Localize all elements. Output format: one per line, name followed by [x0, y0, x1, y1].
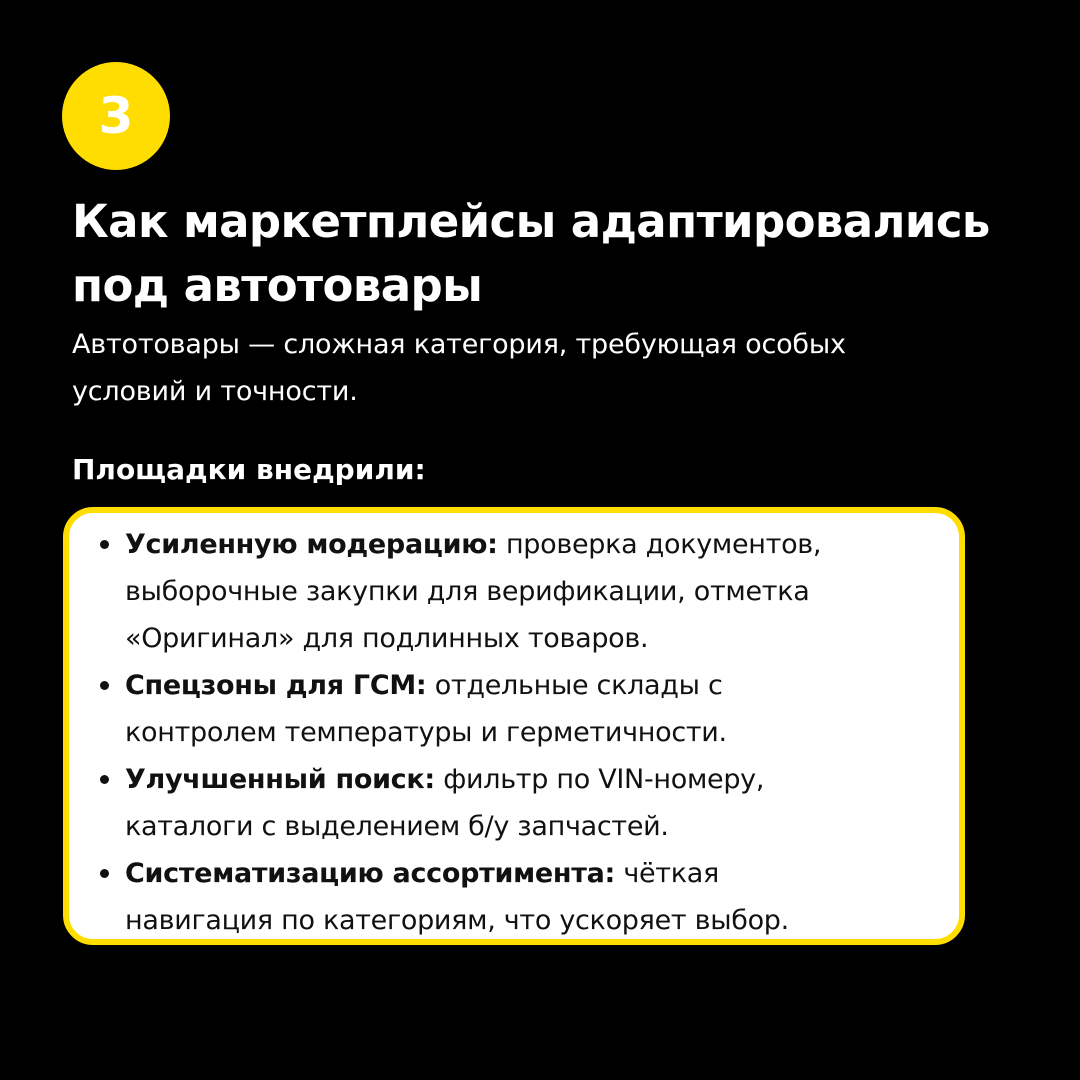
item-line — [125, 521, 959, 568]
page-title — [72, 190, 1052, 318]
features-card — [63, 507, 965, 945]
subtitle — [72, 321, 1032, 415]
item-text: проверка документов, — [497, 529, 822, 560]
item-text: отдельные склады с — [426, 670, 723, 701]
item-text: навигация по категориям, что ускоряет выбор. — [125, 905, 789, 936]
item-line — [125, 850, 959, 897]
bullet-icon — [100, 869, 109, 878]
list-item-assortment — [69, 850, 959, 944]
bullet-icon — [100, 540, 109, 549]
item-heading: Улучшенный поиск: — [125, 764, 435, 795]
item-text: «Оригинал» для подлинных товаров. — [125, 623, 649, 654]
list-item-fuel-zones — [69, 662, 959, 756]
features-list — [69, 521, 959, 944]
page-title-line-1: Как маркетплейсы адаптировались — [72, 195, 990, 248]
item-text: чёткая — [615, 858, 719, 889]
step-number: 3 — [98, 87, 134, 145]
item-text: фильтр по VIN-номеру, — [434, 764, 765, 795]
page-title-line-2: под автотовары — [72, 259, 483, 312]
item-heading: Усиленную модерацию: — [125, 529, 498, 560]
item-line — [125, 662, 959, 709]
item-text: каталоги с выделением б/у запчастей. — [125, 811, 669, 842]
subtitle-line-2: условий и точности. — [72, 376, 358, 407]
item-heading: Спецзоны для ГСМ: — [125, 670, 427, 701]
list-item-moderation — [69, 521, 959, 662]
step-number-badge — [62, 62, 170, 170]
subtitle-line-1: Автотовары — сложная категория, требующая особых — [72, 329, 846, 360]
item-line — [125, 756, 959, 803]
bullet-icon — [100, 775, 109, 784]
item-text: контролем температуры и герметичности. — [125, 717, 727, 748]
bullet-icon — [100, 681, 109, 690]
item-text: выборочные закупки для верификации, отметка — [125, 576, 810, 607]
item-heading: Систематизацию ассортимента: — [125, 858, 616, 889]
section-label: Площадки внедрили: — [72, 453, 426, 486]
list-item-search — [69, 756, 959, 850]
